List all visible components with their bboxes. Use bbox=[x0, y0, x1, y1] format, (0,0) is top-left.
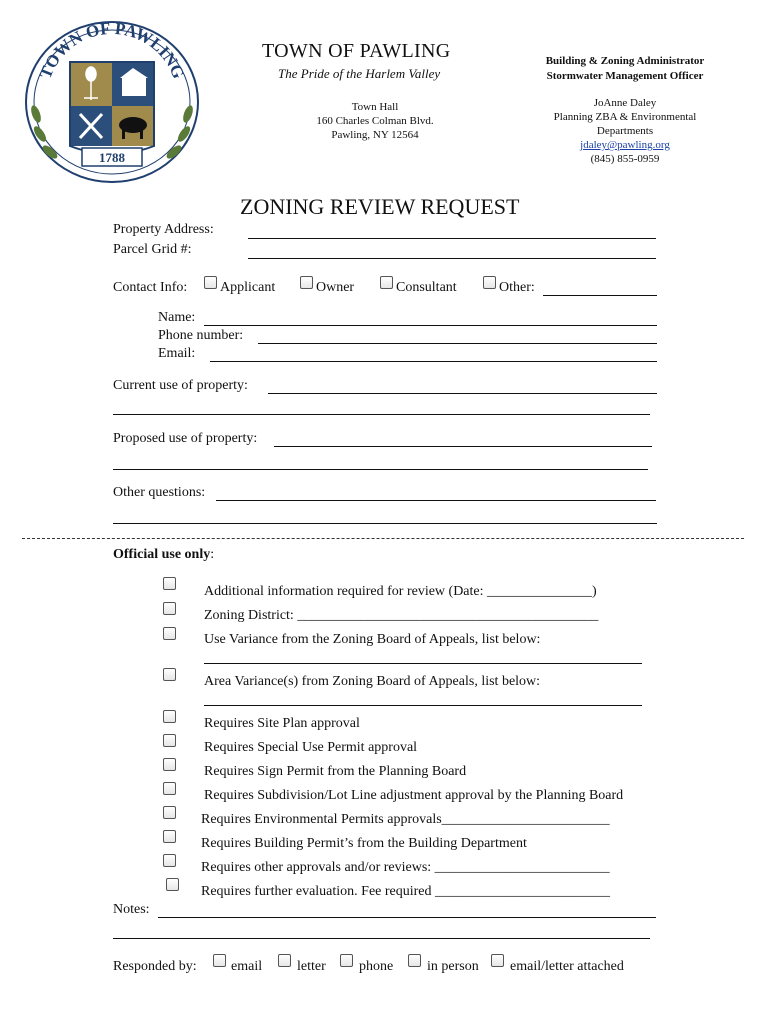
official-use-heading-text: Official use only bbox=[113, 547, 211, 562]
contact-dept: Departments bbox=[596, 125, 654, 137]
official-use-heading bbox=[113, 547, 214, 563]
name-label: Name: bbox=[158, 310, 196, 325]
official-checkbox[interactable] bbox=[163, 734, 176, 747]
phone-label: Phone number: bbox=[158, 328, 244, 343]
consultant-option-label: Consultant bbox=[396, 280, 457, 295]
parcel-grid-field[interactable] bbox=[248, 258, 656, 259]
official-item: Requires Building Permit’s from the Building Department bbox=[201, 836, 527, 851]
other-questions-label: Other questions: bbox=[113, 485, 206, 500]
name-field[interactable] bbox=[204, 325, 657, 326]
responded-phone-checkbox[interactable] bbox=[340, 954, 353, 967]
admin-roles bbox=[520, 54, 730, 84]
current-use-field-2[interactable] bbox=[113, 414, 650, 415]
seal-town-name: TOWN OF PAWLING bbox=[35, 18, 189, 82]
property-address-field[interactable] bbox=[248, 238, 656, 239]
official-item: Additional information required for review (Date: _______________) bbox=[204, 584, 597, 599]
official-item: Area Variance(s) from Zoning Board of Appeals, list below: bbox=[204, 674, 541, 689]
proposed-use-field-2[interactable] bbox=[113, 469, 648, 470]
applicant-option-label: Applicant bbox=[220, 280, 276, 295]
official-item: Requires Subdivision/Lot Line adjustment approval by the Planning Board bbox=[204, 788, 624, 803]
official-checkbox[interactable] bbox=[163, 668, 176, 681]
responded-in-person-checkbox[interactable] bbox=[408, 954, 421, 967]
official-checkbox[interactable] bbox=[163, 758, 176, 771]
official-item: Requires Environmental Permits approvals________________________ bbox=[201, 812, 610, 827]
contact-info-label: Contact Info: bbox=[113, 280, 188, 295]
official-item: Zoning District: ___________________________________________ bbox=[204, 608, 599, 623]
official-checkbox[interactable] bbox=[163, 577, 176, 590]
address-line: 160 Charles Colman Blvd. bbox=[316, 115, 434, 127]
notes-label: Notes: bbox=[113, 902, 150, 917]
other-checkbox[interactable] bbox=[483, 276, 496, 289]
official-checkbox[interactable] bbox=[163, 854, 176, 867]
official-item: Requires Site Plan approval bbox=[204, 716, 360, 731]
other-option-label: Other: bbox=[499, 280, 535, 295]
responded-option-label: email/letter attached bbox=[510, 959, 624, 974]
official-checkbox[interactable] bbox=[163, 627, 176, 640]
official-checkbox[interactable] bbox=[163, 602, 176, 615]
applicant-checkbox[interactable] bbox=[204, 276, 217, 289]
official-checkbox[interactable] bbox=[163, 782, 176, 795]
other-questions-field[interactable] bbox=[216, 500, 656, 501]
responded-option-label: letter bbox=[297, 959, 326, 974]
official-item: Use Variance from the Zoning Board of Appeals, list below: bbox=[204, 632, 541, 647]
official-checkbox[interactable] bbox=[166, 878, 179, 891]
parcel-grid-label: Parcel Grid #: bbox=[113, 242, 192, 257]
admin-role: Building & Zoning Administrator bbox=[545, 55, 705, 67]
official-checkbox[interactable] bbox=[163, 830, 176, 843]
proposed-use-field[interactable] bbox=[274, 446, 652, 447]
notes-field[interactable] bbox=[158, 917, 656, 918]
official-item: Requires Sign Permit from the Planning Board bbox=[204, 764, 467, 779]
area-variance-field[interactable] bbox=[204, 705, 642, 706]
responded-option-label: email bbox=[231, 959, 263, 974]
responded-attached-checkbox[interactable] bbox=[491, 954, 504, 967]
phone-field[interactable] bbox=[258, 343, 657, 344]
email-field[interactable] bbox=[210, 361, 657, 362]
current-use-field[interactable] bbox=[268, 393, 657, 394]
address-line: Pawling, NY 12564 bbox=[331, 129, 419, 141]
section-divider bbox=[22, 538, 744, 539]
use-variance-field[interactable] bbox=[204, 663, 642, 664]
official-use-heading-colon: : bbox=[210, 547, 215, 562]
official-checkbox[interactable] bbox=[163, 806, 176, 819]
official-item: Requires further evaluation. Fee required _________________________ bbox=[201, 884, 611, 899]
consultant-checkbox[interactable] bbox=[380, 276, 393, 289]
proposed-use-label: Proposed use of property: bbox=[113, 431, 258, 446]
contact-phone: (845) 855-0959 bbox=[590, 153, 660, 165]
other-questions-field-2[interactable] bbox=[113, 523, 657, 524]
contact-email-link[interactable]: jdaley@pawling.org bbox=[580, 139, 670, 151]
owner-checkbox[interactable] bbox=[300, 276, 313, 289]
responded-email-checkbox[interactable] bbox=[213, 954, 226, 967]
tagline: The Pride of the Harlem Valley bbox=[278, 66, 441, 81]
notes-field-2[interactable] bbox=[113, 938, 650, 939]
form-title: ZONING REVIEW REQUEST bbox=[240, 194, 520, 219]
contact-name: JoAnne Daley bbox=[593, 97, 657, 109]
current-use-label: Current use of property: bbox=[113, 378, 248, 393]
responded-option-label: in person bbox=[427, 959, 479, 974]
owner-option-label: Owner bbox=[316, 280, 355, 295]
page-title: TOWN OF PAWLING bbox=[262, 40, 451, 62]
responded-option-label: phone bbox=[359, 959, 394, 974]
contact-dept: Planning ZBA & Environmental bbox=[553, 111, 697, 123]
town-seal-logo bbox=[22, 14, 202, 184]
official-item: Requires Special Use Permit approval bbox=[204, 740, 418, 755]
responded-letter-checkbox[interactable] bbox=[278, 954, 291, 967]
property-address-label: Property Address: bbox=[113, 222, 214, 237]
email-label: Email: bbox=[158, 346, 196, 361]
town-hall-address bbox=[300, 100, 450, 142]
contact-block bbox=[520, 96, 730, 166]
official-checkbox[interactable] bbox=[163, 710, 176, 723]
seal-year: 1788 bbox=[99, 150, 125, 165]
address-line: Town Hall bbox=[351, 101, 399, 113]
responded-by-label: Responded by: bbox=[113, 959, 197, 974]
other-field[interactable] bbox=[543, 295, 657, 296]
admin-role: Stormwater Management Officer bbox=[546, 70, 704, 82]
official-item: Requires other approvals and/or reviews: _________________________ bbox=[201, 860, 610, 875]
